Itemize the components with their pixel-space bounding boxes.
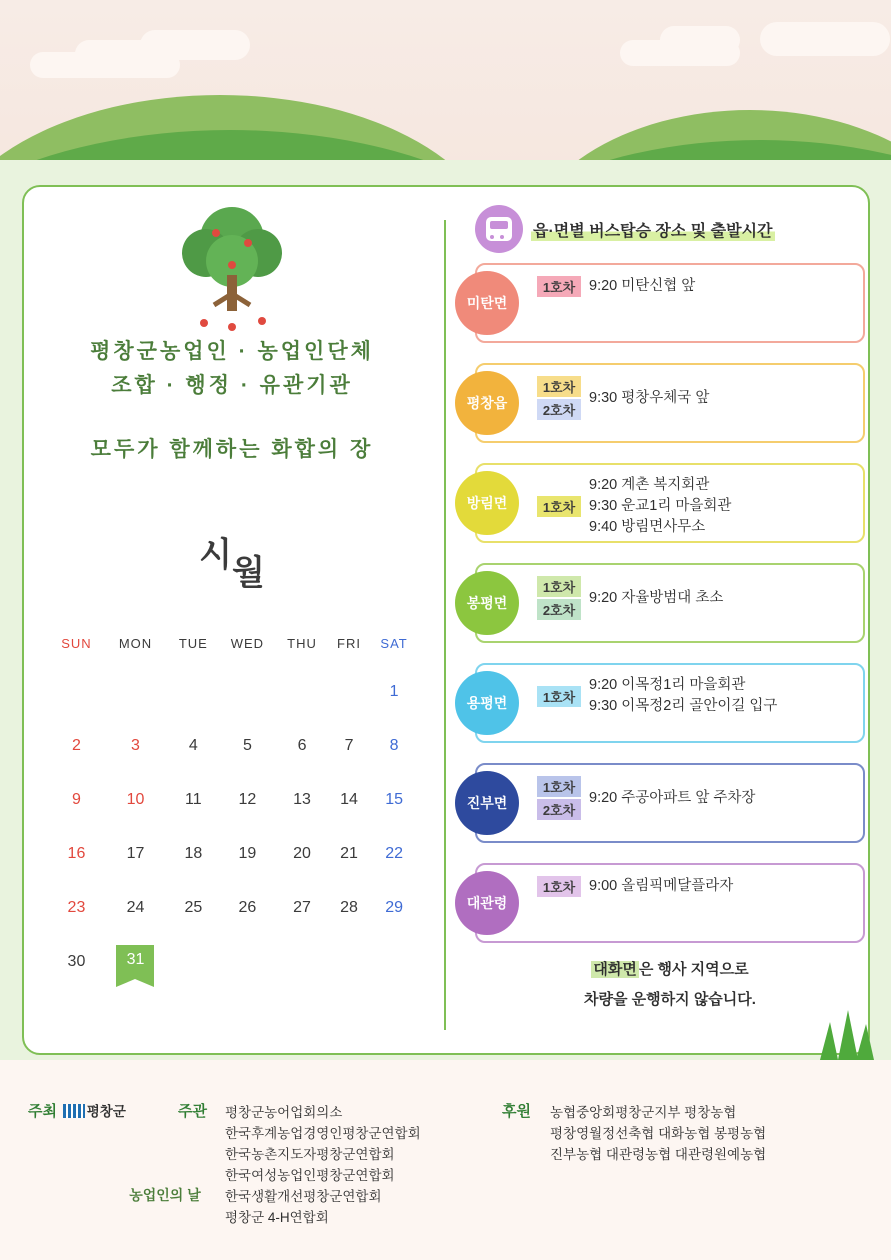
day-cell: [50, 665, 103, 719]
day-cell: 15: [385, 791, 403, 808]
calendar-row: [50, 719, 418, 773]
bus-line: [537, 875, 857, 898]
bus-stop-body: [537, 765, 863, 831]
sponsor-label: 후원: [502, 1103, 531, 1120]
day-cell: [103, 665, 168, 719]
bus-chip: 1호차: [537, 876, 581, 897]
headline-line-1: 평창군농업인 · 농업인단체: [90, 340, 374, 363]
calendar: [50, 635, 418, 989]
day-cell: 1: [389, 683, 399, 700]
bus-stop-row: [466, 763, 865, 843]
bus-stop-body: [537, 365, 863, 431]
bus-time: 9:30 운교1리 마을회관: [589, 498, 732, 514]
day-cell: 16: [67, 845, 86, 862]
sponsor-line: 평창영월정선축협 대화농협 봉평농협: [550, 1126, 767, 1141]
day-cell: 17: [126, 845, 145, 862]
bus-time: 9:00 올림픽메달플라자: [589, 878, 734, 894]
cloud-5: [660, 26, 740, 54]
organizer-line: 한국여성농업인평창군연합회: [225, 1168, 395, 1183]
region-name: 봉평면: [466, 595, 508, 611]
highlight-ribbon: 31: [116, 945, 154, 979]
day-cell: 6: [297, 737, 307, 754]
apple-tree-icon: [172, 203, 292, 333]
day-cell-highlight: [103, 935, 168, 989]
region-name: 진부면: [466, 795, 508, 811]
day-cell: 22: [385, 845, 403, 862]
bus-times: [589, 388, 709, 409]
sponsor-line: 진부농협 대관령농협 대관령원예농협: [550, 1147, 767, 1162]
region-badge: [455, 271, 519, 335]
footer-organizer: [178, 1100, 207, 1121]
calendar-row: [50, 935, 418, 989]
day-cell: 19: [238, 845, 257, 862]
calendar-table: [50, 635, 418, 989]
bus-stop-body: [537, 465, 863, 548]
bus-line: [537, 675, 857, 717]
bus-line: [537, 475, 857, 538]
bus-time: 9:40 방림면사무소: [589, 519, 706, 535]
weekday-fri: FRI: [337, 636, 361, 651]
headline-line-2: 조합 · 행정 · 유관기관: [111, 374, 353, 397]
region-name: 용평면: [466, 695, 508, 711]
day-cell: 13: [293, 791, 311, 808]
bus-chip: 1호차: [537, 776, 581, 797]
region-badge: [455, 471, 519, 535]
bus-chip: 2호차: [537, 599, 581, 620]
weekday-sun: SUN: [61, 636, 92, 651]
bus-chip: 1호차: [537, 496, 581, 517]
region-name: 평창읍: [466, 395, 508, 411]
day-cell: 27: [293, 899, 311, 916]
bus-stop-body: [537, 865, 863, 908]
day-cell: 21: [340, 845, 358, 862]
day-cell: 25: [184, 899, 203, 916]
day-cell: 18: [184, 845, 203, 862]
bus-line: [537, 775, 857, 821]
day-cell: 30: [67, 953, 86, 970]
day-cell: 14: [340, 791, 358, 808]
bus-stop-row: [466, 663, 865, 743]
footer-sponsor-list: [550, 1102, 766, 1165]
bus-time: 9:20 이목정1리 마을회관: [589, 677, 746, 693]
day-cell: [370, 935, 418, 989]
region-name: 미탄면: [466, 295, 508, 311]
bus-section-title: 읍·면별 버스탑승 장소 및 출발시간: [531, 218, 775, 241]
day-cell: 20: [293, 845, 311, 862]
day-cell: 29: [385, 899, 403, 916]
day-cell: [276, 665, 328, 719]
day-cell: 9: [71, 791, 81, 808]
month-title: [22, 535, 442, 592]
right-column: [455, 185, 870, 1055]
host-value: 평창군: [86, 1104, 126, 1119]
bus-stop-body: [537, 565, 863, 631]
day-cell: 11: [185, 791, 202, 808]
day-cell: 3: [131, 737, 140, 754]
notice-highlight: 대화면: [593, 961, 637, 978]
organizer-line: 평창군 4-H연합회: [225, 1210, 329, 1225]
notice-rest: 은 행사 지역으로: [638, 961, 749, 978]
bus-line: [537, 275, 857, 298]
bus-stop-row: [466, 263, 865, 343]
bus-time: 9:20 계촌 복지회관: [589, 477, 710, 493]
organizer-line: 한국생활개선평창군연합회: [225, 1189, 382, 1204]
day-cell: 12: [238, 791, 257, 808]
bus-time: 9:20 미탄신협 앞: [589, 278, 696, 294]
bus-time: 9:30 이목정2리 골안이길 입구: [589, 698, 778, 714]
organizer-line: 평창군농어업회의소: [225, 1105, 343, 1120]
day-cell: [168, 935, 219, 989]
bus-times: [589, 675, 777, 717]
day-cell: 2: [71, 737, 81, 754]
day-cell: 7: [344, 737, 354, 754]
bus-line: [537, 575, 857, 621]
bus-chips: [537, 495, 581, 518]
bus-stop-row: [466, 463, 865, 543]
bus-stop-body: [537, 665, 863, 727]
bus-notice-line-2: 차량을 운행하지 않습니다.: [584, 991, 756, 1008]
bus-chips: [537, 275, 581, 298]
weekday-wed: WED: [230, 636, 265, 651]
host-label: 주최: [28, 1103, 57, 1120]
weekday-mon: MON: [118, 636, 153, 651]
day-cell: 23: [67, 899, 86, 916]
day-cell: 4: [188, 737, 198, 754]
bus-time: 9:20 자율방범대 초소: [589, 589, 724, 606]
region-name: 방림면: [466, 495, 508, 511]
bus-stop-row: [466, 363, 865, 443]
day-cell: 5: [242, 737, 252, 754]
bus-chips: [537, 875, 581, 898]
organizer-line: 한국농촌지도자평창군연합회: [225, 1147, 395, 1162]
day-cell: 24: [126, 899, 145, 916]
bus-chips: [537, 685, 581, 708]
bus-section-header: [475, 205, 775, 253]
bus-chip: 1호차: [537, 276, 581, 297]
region-badge: [455, 771, 519, 835]
card-divider: [444, 220, 446, 1030]
weekday-sat: SAT: [380, 636, 408, 651]
day-cell: 28: [340, 899, 358, 916]
bus-chips: [537, 375, 581, 421]
bus-chip: 2호차: [537, 799, 581, 820]
cloud-3: [140, 30, 250, 60]
bus-chip: 1호차: [537, 686, 581, 707]
pyeongchang-logo-icon: [63, 1104, 85, 1118]
calendar-row: [50, 827, 418, 881]
bus-chip: 2호차: [537, 399, 581, 420]
bus-line: [537, 375, 857, 421]
organizer-label: 주관: [178, 1103, 207, 1120]
day-cell: [219, 665, 277, 719]
bus-chips: [537, 575, 581, 621]
calendar-row: [50, 881, 418, 935]
region-name: 대관령: [466, 895, 508, 911]
month-part-2: 월: [232, 554, 265, 592]
bus-time: 9:20 주공아파트 앞 주차장: [589, 789, 756, 806]
bus-times: [589, 588, 723, 609]
headline-line-3: 모두가 함께하는 화합의 장: [90, 438, 374, 461]
bus-times: [589, 876, 733, 897]
region-badge: [455, 871, 519, 935]
bus-icon: [475, 205, 523, 253]
month-part-1: 시: [199, 536, 232, 574]
region-badge: [455, 671, 519, 735]
bus-chip: 1호차: [537, 576, 581, 597]
day-cell: 10: [126, 791, 145, 808]
day-cell: [276, 935, 328, 989]
bus-time: 9:30 평창우체국 앞: [589, 389, 710, 406]
bus-times: [589, 276, 695, 297]
day-cell: 8: [389, 737, 399, 754]
day-cell: [219, 935, 277, 989]
calendar-row: [50, 773, 418, 827]
bus-chips: [537, 775, 581, 821]
sponsor-line: 농협중앙회평창군지부 평창농협: [550, 1105, 737, 1120]
day-cell: [168, 665, 219, 719]
region-badge: [455, 371, 519, 435]
footer-host: [28, 1100, 126, 1121]
bus-times: [589, 788, 755, 809]
bus-notice: [475, 955, 865, 1015]
farmers-day-label: 농업인의 날: [129, 1187, 201, 1203]
day-cell: [328, 935, 370, 989]
calendar-row: [50, 665, 418, 719]
day-cell: 26: [238, 899, 257, 916]
poster-headline: [22, 335, 442, 403]
footer-organizer-list: [225, 1102, 421, 1228]
bus-stop-row: [466, 863, 865, 943]
bus-stop-row: [466, 563, 865, 643]
organizer-line: 한국후계농업경영인평창군연합회: [225, 1126, 421, 1141]
calendar-header-row: [50, 635, 418, 665]
cloud-6: [760, 22, 890, 56]
bus-notice-line-1: [475, 955, 865, 985]
bus-stop-body: [537, 265, 863, 308]
day-cell: [328, 665, 370, 719]
weekday-thu: THU: [287, 636, 317, 651]
footer-sponsor: [502, 1100, 531, 1121]
bus-times: [589, 475, 731, 538]
region-badge: [455, 571, 519, 635]
bus-chip: 1호차: [537, 376, 581, 397]
weekday-tue: TUE: [178, 636, 208, 651]
